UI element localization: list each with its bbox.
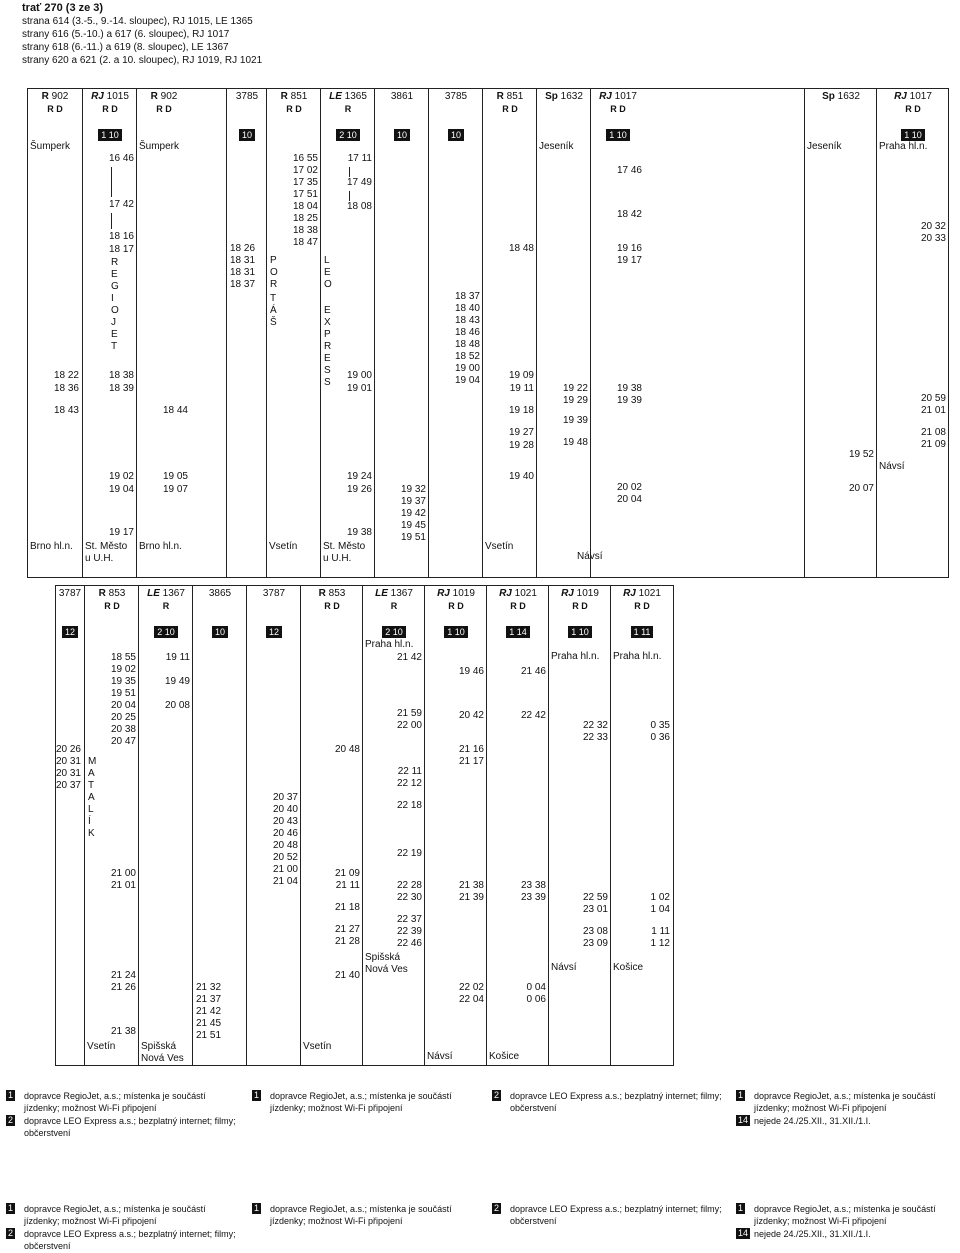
- timetable-bottom: [55, 585, 674, 1066]
- time-cell: 18 46: [454, 327, 480, 338]
- time-cell: 19 00: [346, 370, 372, 381]
- train-column: LE 1367 R 2 10 Praha hl.n. 21 42 21 59 22 00 22 11 22 12 22 18 22 19 22 28 22 30 22 37 22 39 22 46 Spišská Nová Ves: [362, 586, 425, 1065]
- time-cell: 19 01: [346, 383, 372, 394]
- footnote: 1 dopravce RegioJet, a.s.; místenka je součástí jízdenky; možnost Wi-Fi připojení: [254, 1203, 452, 1226]
- time-cell: 21 27: [334, 924, 360, 935]
- station-label: Jeseník: [807, 141, 842, 152]
- station-label: Vsetín: [87, 1041, 116, 1052]
- time-cell: 0 04: [526, 982, 546, 993]
- time-cell: 19 42: [400, 508, 426, 519]
- time-cell: 21 39: [458, 892, 484, 903]
- train-column: Sp 1632 Jeseník 19 22 19 29 19 39 19 48 Návsí: [536, 89, 591, 577]
- time-cell: 16 46: [108, 153, 134, 164]
- time-cell: 21 59: [396, 708, 422, 719]
- time-cell: 21 37: [196, 994, 222, 1005]
- time-cell: 21 17: [458, 756, 484, 767]
- footnote: 1 dopravce RegioJet, a.s.; místenka je součástí jízdenky; možnost Wi-Fi připojení: [738, 1203, 936, 1226]
- time-cell: 22 18: [396, 800, 422, 811]
- time-cell: 22 11: [397, 766, 422, 777]
- time-cell: 21 18: [334, 902, 360, 913]
- time-cell: 19 35: [110, 676, 136, 687]
- footnote: 1 dopravce RegioJet, a.s.; místenka je součástí jízdenky; možnost Wi-Fi připojení: [738, 1090, 936, 1113]
- time-cell: 20 46: [272, 828, 298, 839]
- station-label: Praha hl.n.: [365, 639, 414, 650]
- time-cell: 1 12: [650, 938, 670, 949]
- page-header: [22, 2, 262, 67]
- time-cell: 19 39: [562, 415, 588, 426]
- time-cell: 20 25: [110, 712, 136, 723]
- train-column: R 902 R D Šumperk 18 22 18 36 18 43 Brno hl.n.: [30, 91, 79, 552]
- time-cell: 21 09: [920, 439, 946, 450]
- time-cell: 21 42: [396, 652, 422, 663]
- header-line: strany 620 a 621 (2. a 10. sloupec), RJ 1019, RJ 1021: [22, 55, 263, 66]
- time-cell: 18 26: [230, 243, 256, 254]
- time-cell: 21 01: [110, 880, 136, 891]
- time-cell: 23 09: [582, 938, 608, 949]
- time-cell: 19 11: [509, 383, 534, 394]
- time-cell: 17 42: [108, 199, 134, 210]
- station-label: Šumperk: [30, 141, 71, 152]
- time-cell: 18 42: [616, 209, 642, 220]
- train-column: RJ 1017 R D 1 10 Praha hl.n. 20 32 20 33 20 59 21 01 21 08 21 09 Návsí: [876, 89, 949, 577]
- train-column: RJ 1021 R D 1 11 Praha hl.n. 0 35 0 36 1 02 1 04 1 11 1 12 Košice: [610, 586, 673, 1065]
- train-column: Sp 1632 Jeseník 19 52 20 07: [804, 89, 877, 577]
- time-cell: 1 02: [650, 892, 670, 903]
- time-cell: 19 28: [508, 440, 534, 451]
- train-column: R 851 R D 18 48 19 09 19 11 19 18 19 27 19 28 19 40 Vsetín: [482, 89, 537, 577]
- time-cell: 20 48: [334, 744, 360, 755]
- time-cell: 21 00: [110, 868, 136, 879]
- time-cell: 22 19: [396, 848, 422, 859]
- time-cell: 19 38: [616, 383, 642, 394]
- time-cell: 17 11: [347, 153, 372, 164]
- station-label: Vsetín: [485, 541, 514, 552]
- time-cell: 18 37: [230, 279, 256, 290]
- footnotes-group-c-repeat: [492, 1203, 722, 1228]
- time-cell: 18 47: [292, 237, 318, 248]
- time-cell: 20 43: [272, 816, 298, 827]
- time-cell: 19 39: [616, 395, 642, 406]
- station-label: Spišská Nová Ves: [141, 1041, 184, 1064]
- time-cell: 17 51: [292, 189, 318, 200]
- time-cell: 19 51: [400, 532, 426, 543]
- time-cell: 23 38: [520, 880, 546, 891]
- time-cell: 18 31: [230, 267, 256, 278]
- time-cell: 0 35: [650, 720, 670, 731]
- time-cell: 19 02: [108, 471, 134, 482]
- time-cell: 18 40: [454, 303, 480, 314]
- footnote: 2 dopravce LEO Express a.s.; bezplatný internet; filmy; občerstvení: [8, 1115, 236, 1138]
- station-label: St. Město u U.H.: [323, 541, 366, 564]
- station-label: Návsí: [879, 461, 905, 472]
- time-cell: 18 31: [230, 255, 256, 266]
- time-cell: 17 02: [292, 165, 318, 176]
- time-cell: 18 52: [454, 351, 480, 362]
- station-label: Návsí: [551, 962, 577, 973]
- time-cell: 18 48: [454, 339, 480, 350]
- time-cell: 22 02: [458, 982, 484, 993]
- time-cell: 19 18: [508, 405, 534, 416]
- header-line: strana 614 (3.-5., 9.-14. sloupec), RJ 1015, LE 1365: [22, 16, 253, 27]
- footnote: 2 dopravce LEO Express a.s.; bezplatný internet; filmy; občerstvení: [494, 1090, 722, 1113]
- time-cell: 17 49: [346, 177, 372, 188]
- time-cell: 18 43: [53, 405, 79, 416]
- time-cell: 21 09: [334, 868, 360, 879]
- time-cell: 18 39: [108, 383, 134, 394]
- time-cell: 20 04: [616, 494, 642, 505]
- station-label: Návsí: [577, 551, 603, 562]
- header-line: strany 616 (5.-10.) a 617 (6. sloupec), RJ 1017: [22, 29, 230, 40]
- train-column: RJ 1017 R D 1 10 17 46 18 42 19 16 19 17 19 38 19 39 20 02 20 04: [590, 89, 645, 577]
- train-column: 3861 10 19 32 19 37 19 42 19 45 19 51: [374, 89, 429, 577]
- time-cell: 19 04: [454, 375, 480, 386]
- footnotes-group-a-repeat: [6, 1203, 236, 1253]
- time-cell: 20 31: [55, 756, 81, 767]
- station-label: Praha hl.n.: [613, 651, 662, 662]
- time-cell: 20 59: [920, 393, 946, 404]
- time-cell: 19 52: [848, 449, 874, 460]
- time-cell: 19 45: [400, 520, 426, 531]
- time-cell: 21 11: [335, 880, 360, 891]
- footnotes-group-a: [6, 1090, 236, 1140]
- time-cell: 21 32: [196, 982, 222, 993]
- time-cell: 20 08: [164, 700, 190, 711]
- time-cell: 20 38: [110, 724, 136, 735]
- time-cell: 20 42: [458, 710, 484, 721]
- station-label: Brno hl.n.: [139, 541, 182, 552]
- time-cell: 18 25: [292, 213, 318, 224]
- time-cell: 20 48: [272, 840, 298, 851]
- time-cell: 18 16: [108, 231, 134, 242]
- time-cell: 19 09: [508, 370, 534, 381]
- time-cell: 20 32: [920, 221, 946, 232]
- footnote: 1 dopravce RegioJet, a.s.; místenka je součástí jízdenky; možnost Wi-Fi připojení: [254, 1090, 452, 1113]
- footnote: 14 nejede 24./25.XII., 31.XII./1.I.: [738, 1115, 871, 1126]
- time-cell: 18 48: [508, 243, 534, 254]
- station-label: Vsetín: [303, 1041, 332, 1052]
- time-cell: 20 26: [55, 744, 81, 755]
- time-cell: 18 43: [454, 315, 480, 326]
- time-cell: 18 55: [110, 652, 136, 663]
- train-column: R 853 R D 18 55 19 02 19 35 19 51 20 04 20 25 20 38 20 47 M A T A L Í K 21 00 21 01 21 24 21 26 21 38 Vsetín: [84, 586, 139, 1065]
- header-line: strany 618 (6.-11.) a 619 (8. sloupec), LE 1367: [22, 42, 229, 53]
- time-cell: 22 00: [396, 720, 422, 731]
- train-column: RJ 1019 R D 1 10 Praha hl.n. 22 32 22 33 22 59 23 01 23 08 23 09 Návsí: [548, 586, 611, 1065]
- time-cell: 20 33: [920, 233, 946, 244]
- time-cell: 20 37: [55, 780, 81, 791]
- time-cell: 21 26: [110, 982, 136, 993]
- footnotes-group-b: [252, 1090, 482, 1115]
- time-cell: 19 40: [508, 471, 534, 482]
- footnotes-group-d: [736, 1090, 954, 1128]
- time-cell: 19 51: [110, 688, 136, 699]
- time-cell: 21 08: [920, 427, 946, 438]
- time-cell: 20 37: [272, 792, 298, 803]
- time-cell: 19 17: [108, 527, 134, 538]
- time-cell: 21 01: [920, 405, 946, 416]
- time-cell: 22 04: [458, 994, 484, 1005]
- time-cell: 19 11: [165, 652, 190, 663]
- time-cell: 21 45: [196, 1018, 222, 1029]
- station-label: Praha hl.n.: [551, 651, 600, 662]
- time-cell: 21 38: [458, 880, 484, 891]
- time-cell: 21 40: [334, 970, 360, 981]
- time-cell: 22 12: [396, 778, 422, 789]
- time-cell: 0 06: [526, 994, 546, 1005]
- time-cell: 18 36: [53, 383, 79, 394]
- time-cell: 22 32: [582, 720, 608, 731]
- time-cell: 22 30: [396, 892, 422, 903]
- train-column: 3785 10 18 26 18 31 18 31 18 37: [226, 89, 267, 577]
- time-cell: 21 00: [272, 864, 298, 875]
- footnote: 1 dopravce RegioJet, a.s.; místenka je součástí jízdenky; možnost Wi-Fi připojení: [8, 1090, 206, 1113]
- time-cell: 18 17: [108, 244, 134, 255]
- time-cell: 19 46: [458, 666, 484, 677]
- time-cell: 21 42: [196, 1006, 222, 1017]
- station-label: Spišská Nová Ves: [365, 952, 408, 975]
- timetable-top: [27, 88, 949, 578]
- time-cell: 19 00: [454, 363, 480, 374]
- footnotes-group-d-repeat: [736, 1203, 954, 1241]
- time-cell: 23 01: [582, 904, 608, 915]
- time-cell: 19 02: [110, 664, 136, 675]
- time-cell: 19 07: [162, 484, 188, 495]
- time-cell: 23 39: [520, 892, 546, 903]
- footnote: 2 dopravce LEO Express a.s.; bezplatný internet; filmy; občerstvení: [8, 1228, 236, 1251]
- time-cell: 21 16: [458, 744, 484, 755]
- time-cell: 19 48: [562, 437, 588, 448]
- time-cell: 21 38: [110, 1026, 136, 1037]
- train-column: LE 1367 R 2 10 19 11 19 49 20 08 Spišská Nová Ves: [138, 586, 193, 1065]
- time-cell: 21 46: [520, 666, 546, 677]
- time-cell: 22 59: [582, 892, 608, 903]
- time-cell: 20 07: [848, 483, 874, 494]
- time-cell: 21 51: [196, 1030, 222, 1041]
- station-label: Košice: [613, 962, 644, 973]
- time-cell: 0 36: [650, 732, 670, 743]
- time-cell: 19 49: [164, 676, 190, 687]
- train-column: 3865 10 21 32 21 37 21 42 21 45 21 51: [192, 586, 247, 1065]
- station-label: Vsetín: [269, 541, 298, 552]
- footnotes-group-b-repeat: [252, 1203, 482, 1228]
- time-cell: 21 28: [334, 936, 360, 947]
- station-label: Praha hl.n.: [879, 141, 928, 152]
- time-cell: 22 46: [396, 938, 422, 949]
- train-column: R 902 R D Šumperk 18 44 19 05 19 07 Brno hl.n.: [136, 89, 191, 577]
- time-cell: 1 11: [651, 926, 670, 937]
- train-column: 3787 12 20 26 20 31 20 31 20 37: [56, 586, 84, 1065]
- time-cell: 18 38: [292, 225, 318, 236]
- time-cell: 19 26: [346, 484, 372, 495]
- time-cell: 23 08: [582, 926, 608, 937]
- footnotes-group-c: [492, 1090, 722, 1115]
- train-column: R 853 R D 20 48 21 09 21 11 21 18 21 27 21 28 21 40 Vsetín: [300, 586, 363, 1065]
- time-cell: 19 05: [162, 471, 188, 482]
- time-cell: 20 47: [110, 736, 136, 747]
- time-cell: 19 32: [400, 484, 426, 495]
- time-cell: 19 29: [562, 395, 588, 406]
- train-column: 3785 10 18 37 18 40 18 43 18 46 18 48 18 52 19 00 19 04: [428, 89, 483, 577]
- train-column: RJ 1019 R D 1 10 19 46 20 42 21 16 21 17 21 38 21 39 22 02 22 04 Návsí: [424, 586, 487, 1065]
- time-cell: 19 38: [346, 527, 372, 538]
- time-cell: 22 37: [396, 914, 422, 925]
- time-cell: 16 55: [292, 153, 318, 164]
- time-cell: 19 37: [400, 496, 426, 507]
- time-cell: 18 44: [162, 405, 188, 416]
- time-cell: 20 04: [110, 700, 136, 711]
- time-cell: 19 24: [346, 471, 372, 482]
- time-cell: 18 04: [292, 201, 318, 212]
- time-cell: 21 24: [110, 970, 136, 981]
- time-cell: 17 46: [616, 165, 642, 176]
- time-cell: 18 38: [108, 370, 134, 381]
- time-cell: 18 08: [346, 201, 372, 212]
- time-cell: 20 31: [55, 768, 81, 779]
- station-label: Návsí: [427, 1051, 453, 1062]
- time-cell: 19 22: [562, 383, 588, 394]
- time-cell: 18 37: [454, 291, 480, 302]
- time-cell: 21 04: [272, 876, 298, 887]
- station-label: Brno hl.n.: [30, 541, 73, 552]
- footnote: 1 dopravce RegioJet, a.s.; místenka je součástí jízdenky; možnost Wi-Fi připojení: [8, 1203, 206, 1226]
- time-cell: 22 28: [396, 880, 422, 891]
- train-column: 3787 12 20 37 20 40 20 43 20 46 20 48 20 52 21 00 21 04: [246, 586, 301, 1065]
- train-column: RJ 1015 R D 1 10 16 46 17 42 18 16 18 17 R E G I O J E T 18 38 18 39 19 02 19 04 19 17 St. Město u U.H.: [82, 89, 137, 577]
- train-column: R 851 R D 16 55 17 02 17 35 17 51 18 04 18 25 18 38 18 47 P O R T Á Š Vsetín: [266, 89, 321, 577]
- time-cell: 20 52: [272, 852, 298, 863]
- time-cell: 20 40: [272, 804, 298, 815]
- time-cell: 19 16: [616, 243, 642, 254]
- time-cell: 17 35: [292, 177, 318, 188]
- time-cell: 22 42: [520, 710, 546, 721]
- train-column: LE 1365 R 2 10 17 11 17 49 18 08 L E O E X P R E S S 19 00 19 01 19 24 19 26 19 38 St. Město u U.H.: [320, 89, 375, 577]
- train-column: RJ 1021 R D 1 14 21 46 22 42 23 38 23 39 0 04 0 06 Košice: [486, 586, 549, 1065]
- station-label: Šumperk: [139, 141, 180, 152]
- time-cell: 22 39: [396, 926, 422, 937]
- time-cell: 1 04: [650, 904, 670, 915]
- station-label: Košice: [489, 1051, 520, 1062]
- time-cell: 19 17: [616, 255, 642, 266]
- time-cell: 19 04: [108, 484, 134, 495]
- station-label: Jeseník: [539, 141, 574, 152]
- time-cell: 19 27: [508, 427, 534, 438]
- page-title: trať 270 (3 ze 3): [22, 2, 104, 14]
- time-cell: 20 02: [616, 482, 642, 493]
- footnote: 2 dopravce LEO Express a.s.; bezplatný internet; filmy; občerstvení: [494, 1203, 722, 1226]
- time-cell: 22 33: [582, 732, 608, 743]
- footnote: 14 nejede 24./25.XII., 31.XII./1.I.: [738, 1228, 871, 1239]
- station-label: St. Město u U.H.: [85, 541, 128, 564]
- time-cell: 18 22: [53, 370, 79, 381]
